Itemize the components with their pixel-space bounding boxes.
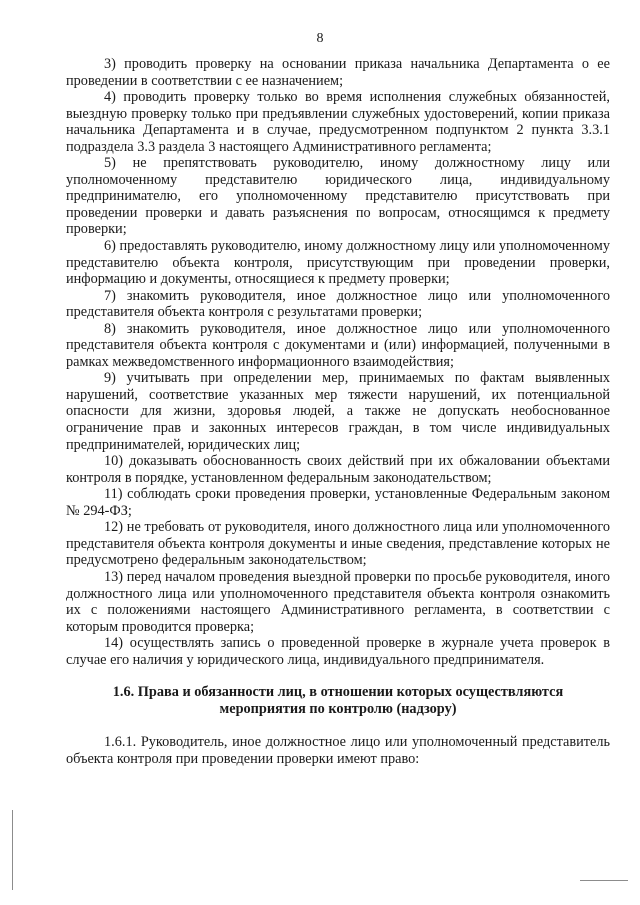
list-item: 12) не требовать от руководителя, иного должностного лица или уполномоченного представителя объекта контроля документы и иные сведения, представление которых не предусмотрено федеральным законодательством;	[66, 519, 610, 569]
scan-artifact-line	[12, 810, 13, 890]
section-heading-line: мероприятия по контролю (надзору)	[219, 701, 457, 718]
list-item: 7) знакомить руководителя, иное должностное лицо или уполномоченного представителя объекта контроля с результатами проверки;	[66, 287, 610, 321]
list-item: 10) доказывать обоснованность своих действий при их обжаловании объектами контроля в порядке, установленном федеральным законодательством;	[66, 453, 610, 486]
list-item: 4) проводить проверку только во время исполнения служебных обязанностей, выездную проверку только при предъявлении служебных удостоверений, копии приказа начальника Департамента и в случае, предусмотренном подпунктом 2 пункта 3.3.1 подраздела 3.3 раздела 3 настоящего Административного регламента;	[66, 89, 610, 155]
list-item: 13) перед началом проведения выездной проверки по просьбе руководителя, иного должностного лица или уполномоченного представителя объекта контроля ознакомить их с положениями настоящего Административного регламента, в соответствии с которым проводится проверка;	[66, 568, 610, 635]
subsection-paragraph: 1.6.1. Руководитель, иное должностное лицо или уполномоченный представитель объекта контроля при проведении проверки имеют право:	[66, 734, 610, 767]
list-item: 3) проводить проверку на основании приказа начальника Департамента о ее проведении в соответствии с ее назначением;	[66, 56, 610, 89]
section-heading-line: 1.6. Права и обязанности лиц, в отношении которых осуществляются	[112, 684, 564, 701]
section-heading	[66, 684, 610, 718]
document-body	[66, 56, 610, 767]
page-number: 8	[316, 31, 324, 46]
list-item: 9) учитывать при определении мер, принимаемых по фактам выявленных нарушений, соответствие указанных мер тяжести нарушений, их потенциальной опасности для жизни, здоровья людей, а также не допускать необоснованное ограничение прав и законных интересов граждан, в том числе индивидуальных предпринимателей, юридических лиц;	[66, 370, 610, 453]
scan-artifact-line	[580, 880, 628, 881]
list-item: 11) соблюдать сроки проведения проверки, установленные Федеральным законом № 294-ФЗ;	[66, 486, 610, 519]
list-item: 8) знакомить руководителя, иное должностное лицо или уполномоченного представителя объекта контроля с документами и (или) информацией, полученными в рамках межведомственного информационного взаимодействия;	[66, 320, 610, 370]
list-item: 6) предоставлять руководителю, иному должностному лицу или уполномоченному представителю объекта контроля, присутствующим при проведении проверки, информацию и документы, относящиеся к предмету проверки;	[66, 238, 610, 288]
list-item: 14) осуществлять запись о проведенной проверке в журнале учета проверок в случае его наличия у юридического лица, индивидуального предпринимателя.	[66, 635, 610, 668]
list-item: 5) не препятствовать руководителю, иному должностному лицу или уполномоченному представителю юридического лица, индивидуальному предпринимателю, его уполномоченному представителю присутствовать при проведении проверки и давать разъяснения по вопросам, относящимся к предмету проверки;	[66, 155, 610, 238]
